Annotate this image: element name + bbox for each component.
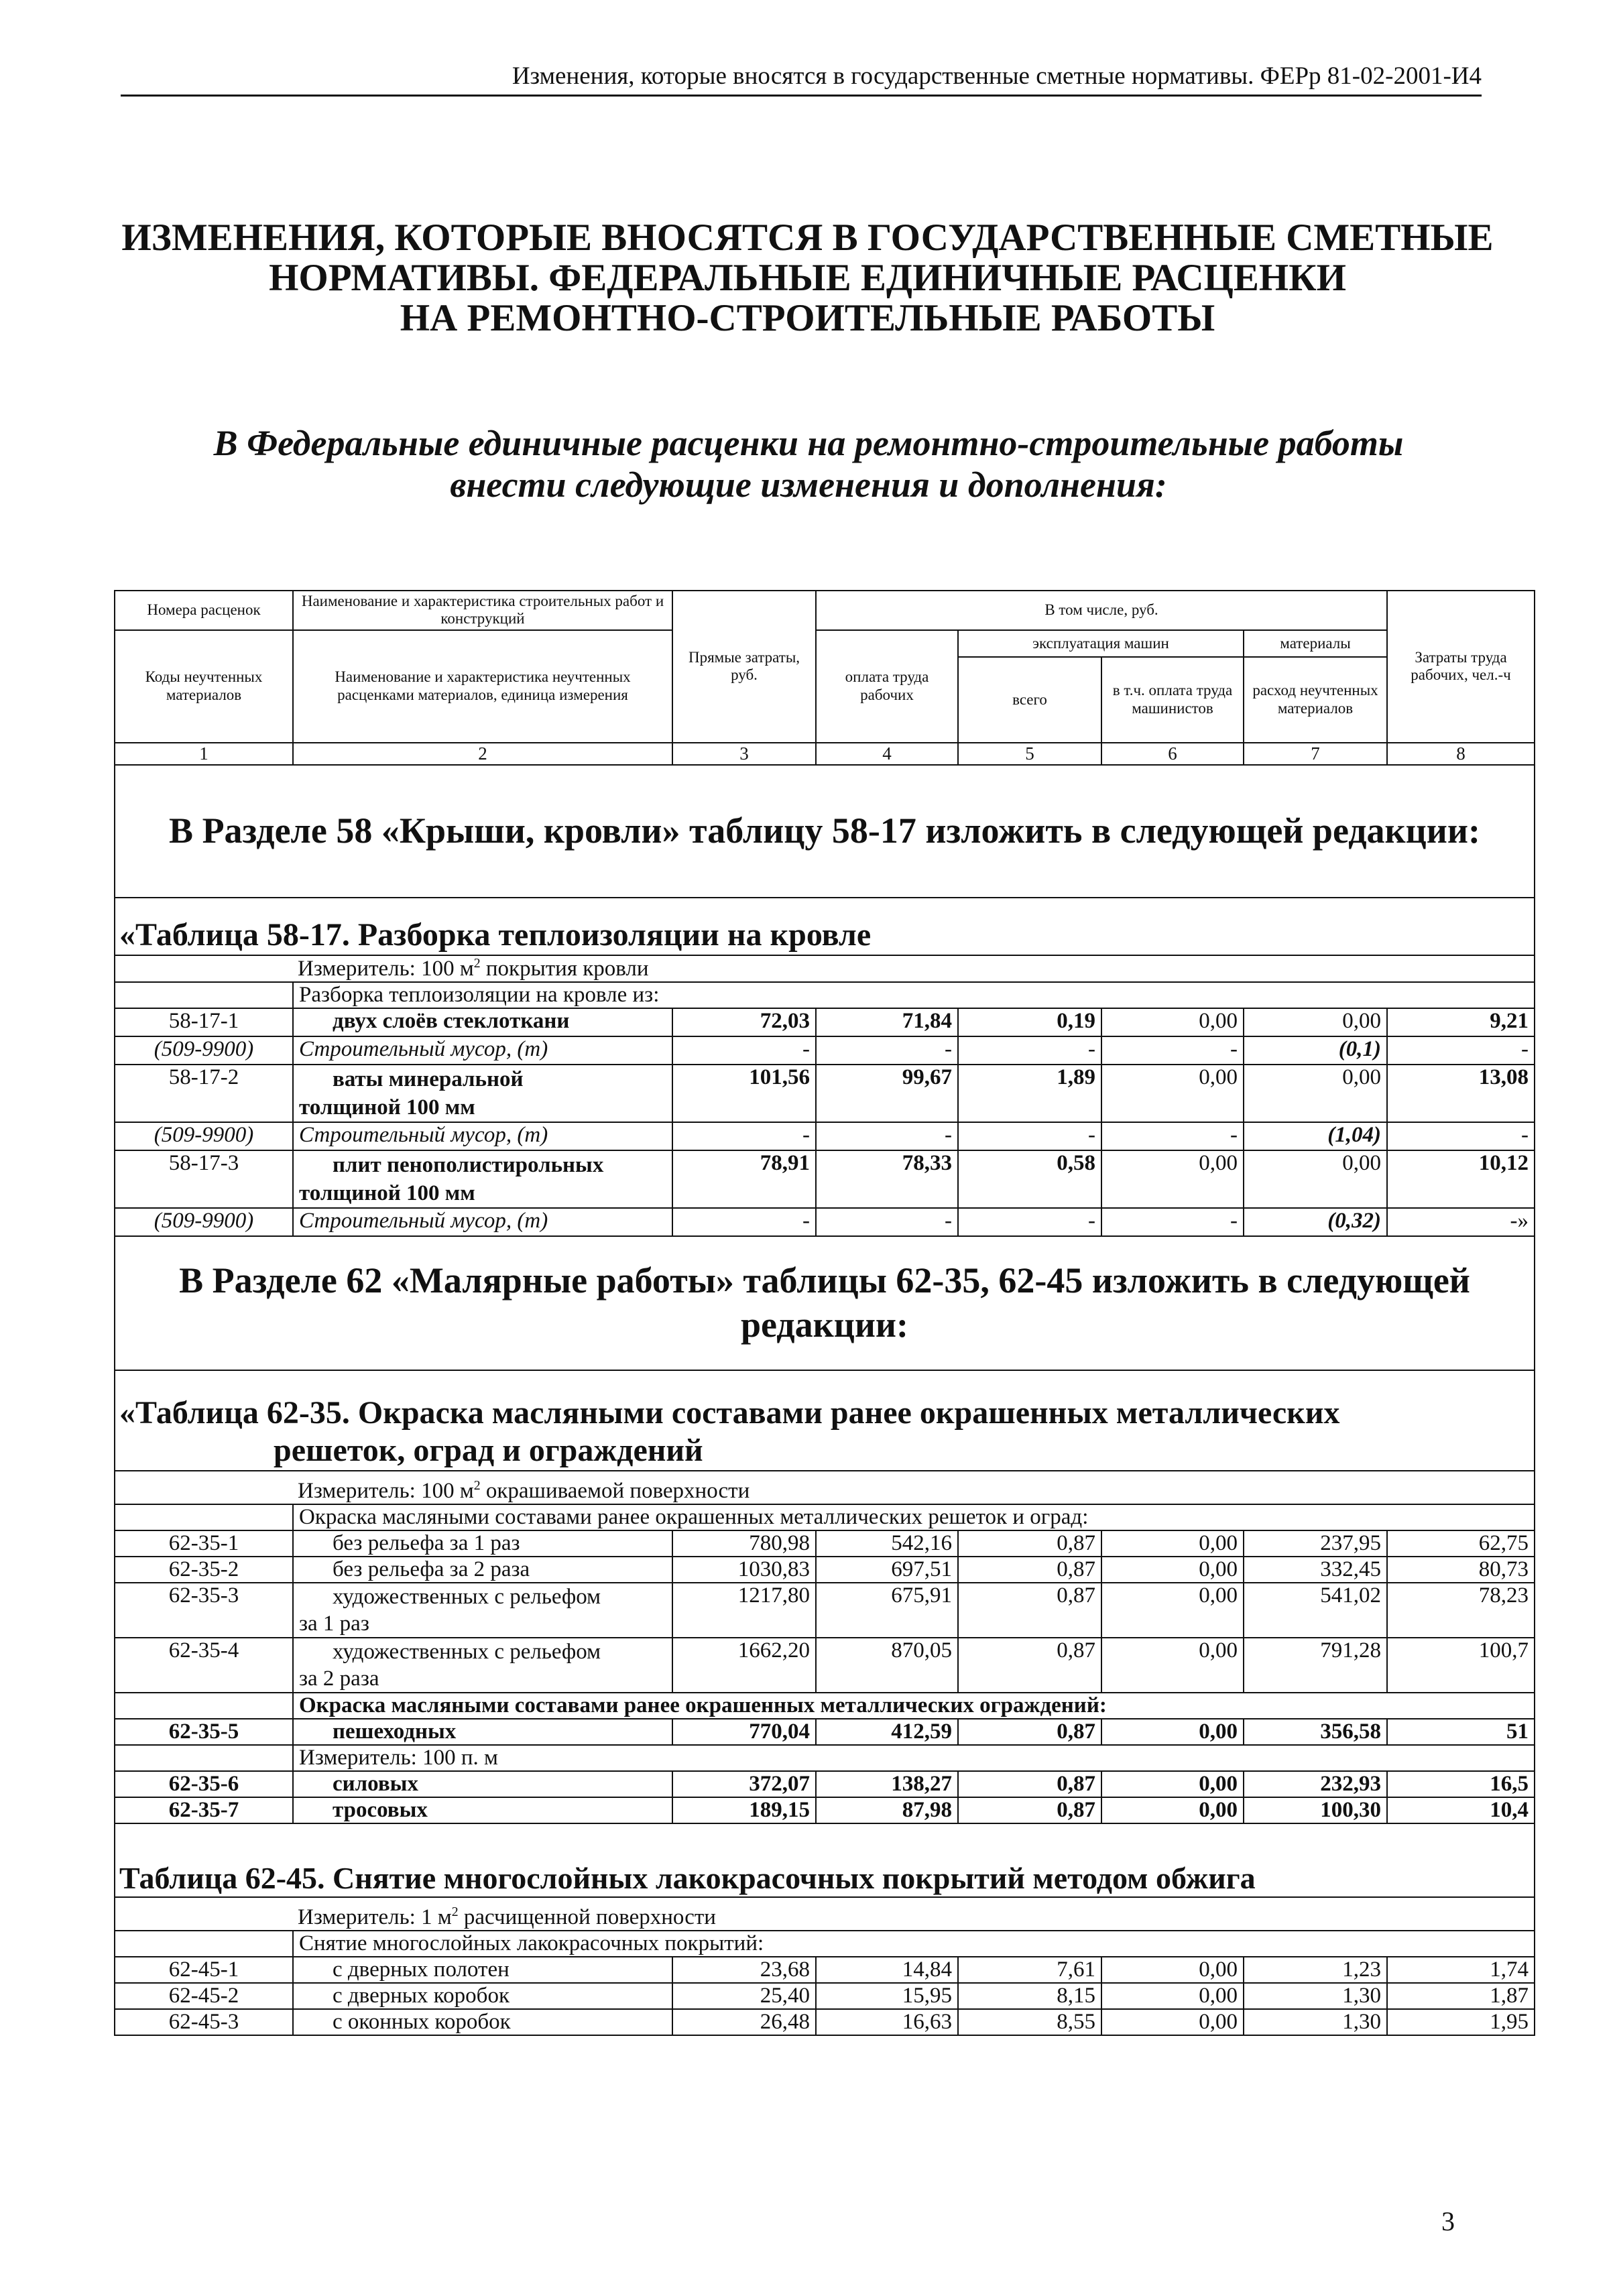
cell-zatraty: 1,74 (1387, 1957, 1535, 1983)
rate-code: 58-17-3 (115, 1150, 293, 1208)
cell-pryamye: 1030,83 (672, 1557, 816, 1583)
cell-materialy: 1,23 (1244, 1957, 1387, 1983)
cell-pryamye: 372,07 (672, 1771, 816, 1797)
cell-material-rashod: (0,1) (1244, 1036, 1387, 1065)
header-vtch: в т.ч. оплата труда машинистов (1101, 657, 1244, 743)
cell-value: - (1101, 1122, 1244, 1150)
rate-name: тросовых (293, 1797, 672, 1823)
cell-value: - (816, 1122, 958, 1150)
cell-oplata: 138,27 (816, 1771, 958, 1797)
cell-materialy: 237,95 (1244, 1530, 1387, 1557)
cell-zatraty: 1,87 (1387, 1983, 1535, 2009)
rate-code: 62-35-7 (115, 1797, 293, 1823)
section-heading: В Разделе 58 «Крыши, кровли» таблицу 58-17 изложить в следующей редакции: (115, 765, 1535, 898)
cell-ekspl-vsego: 8,15 (958, 1983, 1101, 2009)
cell-value: - (1387, 1122, 1535, 1150)
cell-value: - (1101, 1208, 1244, 1236)
rate-name: двух слоёв стеклоткани (293, 1008, 672, 1036)
rate-name: с оконных коробок (293, 2009, 672, 2035)
rate-name: с дверных полотен (293, 1957, 672, 1983)
cell-material-rashod: (0,32) (1244, 1208, 1387, 1236)
rate-name: ваты минеральной толщиной 100 мм (293, 1065, 672, 1122)
cell-ekspl-vsego: 0,87 (958, 1530, 1101, 1557)
cell-oplata: 697,51 (816, 1557, 958, 1583)
cell-oplata: 412,59 (816, 1719, 958, 1745)
col-index: 1 (115, 743, 293, 765)
cell-oplata: 16,63 (816, 2009, 958, 2035)
cell-ekspl-oplata: 0,00 (1101, 1771, 1244, 1797)
cell-oplata: 675,91 (816, 1583, 958, 1638)
col-index: 5 (958, 743, 1101, 765)
cell-oplata: 78,33 (816, 1150, 958, 1208)
cell-ekspl-vsego: 7,61 (958, 1957, 1101, 1983)
header-ekspl: эксплуатация машин (958, 630, 1244, 657)
intro-text (118, 422, 1499, 505)
cell-oplata: 14,84 (816, 1957, 958, 1983)
cell-oplata: 87,98 (816, 1797, 958, 1823)
page-title (0, 218, 1615, 339)
rate-name: художественных с рельефом за 1 раз (293, 1583, 672, 1638)
measurement-unit: Измеритель: 100 $м^2$ покрытия кровли (115, 955, 1535, 982)
cell-oplata: 71,84 (816, 1008, 958, 1036)
cell-value: - (672, 1036, 816, 1065)
section-heading: В Разделе 62 «Малярные работы» таблицы 62-35, 62-45 изложить в следующей редакции: (115, 1236, 1535, 1370)
cell-value: - (1101, 1036, 1244, 1065)
cell-pryamye: 78,91 (672, 1150, 816, 1208)
cell-material-rashod: (1,04) (1244, 1122, 1387, 1150)
intro-line: внести следующие изменения и дополнения: (450, 465, 1167, 505)
rate-code: 62-35-6 (115, 1771, 293, 1797)
rate-name: пешеходных (293, 1719, 672, 1745)
cell-oplata: 99,67 (816, 1065, 958, 1122)
rate-code: 62-45-2 (115, 1983, 293, 2009)
running-header: Изменения, которые вносятся в государственные сметные нормативы. ФЕРр 81-02-2001-И4 (121, 62, 1482, 97)
header-naim-materials: Наименование и характеристика неучтенных расценками материалов, единица измерения (293, 630, 672, 743)
col-index: 3 (672, 743, 816, 765)
col-index: 7 (1244, 743, 1387, 765)
cell-ekspl-vsego: 0,87 (958, 1557, 1101, 1583)
cell-value: - (958, 1036, 1101, 1065)
cell-ekspl-vsego: 8,55 (958, 2009, 1101, 2035)
intro-line: В Федеральные единичные расценки на ремонтно-строительные работы (213, 423, 1404, 463)
cell-materialy: 0,00 (1244, 1065, 1387, 1122)
cell-zatraty: 16,5 (1387, 1771, 1535, 1797)
material-name: Строительный мусор, (т) (293, 1036, 672, 1065)
cell-pryamye: 1662,20 (672, 1638, 816, 1693)
header-rashod: расход неучтенных материалов (1244, 657, 1387, 743)
header-oplata: оплата труда рабочих (816, 630, 958, 743)
cell-value: -» (1387, 1208, 1535, 1236)
cell-ekspl-vsego: 0,87 (958, 1583, 1101, 1638)
cell-ekspl-oplata: 0,00 (1101, 1150, 1244, 1208)
table-title: «Таблица 62-35. Окраска масляными составами ранее окрашенных металлических решеток, оград и ограждений (115, 1370, 1535, 1471)
material-code: (509-9900) (115, 1122, 293, 1150)
cell-zatraty: 1,95 (1387, 2009, 1535, 2035)
col-index: 4 (816, 743, 958, 765)
cell-zatraty: 51 (1387, 1719, 1535, 1745)
cell-pryamye: 25,40 (672, 1983, 816, 2009)
header-pryamye: Прямые затраты, руб. (672, 591, 816, 743)
cell-pryamye: 189,15 (672, 1797, 816, 1823)
material-code: (509-9900) (115, 1036, 293, 1065)
measurement-unit: Измеритель: 100 $м^2$ окрашиваемой поверхности (115, 1471, 1535, 1504)
cell-ekspl-oplata: 0,00 (1101, 1638, 1244, 1693)
cell-zatraty: 62,75 (1387, 1530, 1535, 1557)
rate-code: 62-35-4 (115, 1638, 293, 1693)
measurement-unit: Измеритель: 1 $м^2$ расчищенной поверхности (115, 1897, 1535, 1931)
cell-pryamye: 26,48 (672, 2009, 816, 2035)
cell-value: - (816, 1208, 958, 1236)
material-name: Строительный мусор, (т) (293, 1208, 672, 1236)
cell-ekspl-oplata: 0,00 (1101, 1557, 1244, 1583)
cell-ekspl-oplata: 0,00 (1101, 2009, 1244, 2035)
cell-ekspl-oplata: 0,00 (1101, 1008, 1244, 1036)
cell-pryamye: 780,98 (672, 1530, 816, 1557)
cell-materialy: 1,30 (1244, 1983, 1387, 2009)
cell-materialy: 1,30 (1244, 2009, 1387, 2035)
cell-zatraty: 10,4 (1387, 1797, 1535, 1823)
rate-code: 58-17-2 (115, 1065, 293, 1122)
table-title: «Таблица 58-17. Разборка теплоизоляции на кровле (115, 898, 1535, 955)
cell-value: - (672, 1122, 816, 1150)
cell-ekspl-vsego: 0,87 (958, 1797, 1101, 1823)
rate-name: плит пенополистирольных толщиной 100 мм (293, 1150, 672, 1208)
cell-oplata: 870,05 (816, 1638, 958, 1693)
cell-value: - (816, 1036, 958, 1065)
header-materialy: материалы (1244, 630, 1387, 657)
cell-materialy: 356,58 (1244, 1719, 1387, 1745)
rate-name: без рельефа за 1 раз (293, 1530, 672, 1557)
material-code: (509-9900) (115, 1208, 293, 1236)
col-index: 8 (1387, 743, 1535, 765)
cell-zatraty: 78,23 (1387, 1583, 1535, 1638)
cell-ekspl-oplata: 0,00 (1101, 1957, 1244, 1983)
cell-materialy: 791,28 (1244, 1638, 1387, 1693)
header-vsego: всего (958, 657, 1101, 743)
measurement-unit: Измеритель: 100 п. м (293, 1745, 1535, 1771)
cell-pryamye: 72,03 (672, 1008, 816, 1036)
cell-value: - (958, 1122, 1101, 1150)
cell-ekspl-vsego: 0,87 (958, 1771, 1101, 1797)
page-title-line: ИЗМЕНЕНИЯ, КОТОРЫЕ ВНОСЯТСЯ В ГОСУДАРСТВЕННЫЕ СМЕТНЫЕ (121, 217, 1494, 259)
cell-ekspl-vsego: 1,89 (958, 1065, 1101, 1122)
cell-value: - (672, 1208, 816, 1236)
col-index: 6 (1101, 743, 1244, 765)
cell-materialy: 100,30 (1244, 1797, 1387, 1823)
cell-zatraty: 13,08 (1387, 1065, 1535, 1122)
col-index: 2 (293, 743, 672, 765)
group-heading: Окраска масляными составами ранее окрашенных металлических решеток и оград: (293, 1504, 1535, 1530)
cell-value: - (1387, 1036, 1535, 1065)
cell-zatraty: 9,21 (1387, 1008, 1535, 1036)
header-nomera: Номера расценок (115, 591, 293, 630)
cell-oplata: 542,16 (816, 1530, 958, 1557)
header-naim-works: Наименование и характеристика строительных работ и конструкций (293, 591, 672, 630)
rate-name: с дверных коробок (293, 1983, 672, 2009)
rate-code: 62-45-3 (115, 2009, 293, 2035)
rate-name: силовых (293, 1771, 672, 1797)
rate-code: 58-17-1 (115, 1008, 293, 1036)
cell-ekspl-vsego: 0,87 (958, 1719, 1101, 1745)
cell-value: - (958, 1208, 1101, 1236)
table-title: Таблица 62-45. Снятие многослойных лакокрасочных покрытий методом обжига (115, 1823, 1535, 1897)
header-zatraty: Затраты труда рабочих, чел.-ч (1387, 591, 1535, 743)
rate-code: 62-35-5 (115, 1719, 293, 1745)
cell-pryamye: 23,68 (672, 1957, 816, 1983)
rate-name: без рельефа за 2 раза (293, 1557, 672, 1583)
header-vtom: В том числе, руб. (816, 591, 1387, 630)
cell-ekspl-oplata: 0,00 (1101, 1530, 1244, 1557)
header-kody: Коды неучтенных материалов (115, 630, 293, 743)
cell-materialy: 541,02 (1244, 1583, 1387, 1638)
rates-table (114, 590, 1535, 2036)
rate-code: 62-35-1 (115, 1530, 293, 1557)
group-heading: Разборка теплоизоляции на кровле из: (293, 982, 1535, 1008)
cell-materialy: 332,45 (1244, 1557, 1387, 1583)
rate-name: художественных с рельефом за 2 раза (293, 1638, 672, 1693)
cell-ekspl-oplata: 0,00 (1101, 1983, 1244, 2009)
page-number: 3 (1441, 2206, 1455, 2236)
page-title-line: НА РЕМОНТНО-СТРОИТЕЛЬНЫЕ РАБОТЫ (400, 296, 1215, 339)
cell-ekspl-vsego: 0,87 (958, 1638, 1101, 1693)
cell-materialy: 0,00 (1244, 1150, 1387, 1208)
group-heading: Снятие многослойных лакокрасочных покрытий: (293, 1931, 1535, 1957)
cell-ekspl-oplata: 0,00 (1101, 1583, 1244, 1638)
cell-pryamye: 770,04 (672, 1719, 816, 1745)
cell-ekspl-vsego: 0,19 (958, 1008, 1101, 1036)
cell-ekspl-oplata: 0,00 (1101, 1719, 1244, 1745)
page-title-line: НОРМАТИВЫ. ФЕДЕРАЛЬНЫЕ ЕДИНИЧНЫЕ РАСЦЕНКИ (269, 256, 1346, 299)
cell-materialy: 0,00 (1244, 1008, 1387, 1036)
rate-code: 62-35-3 (115, 1583, 293, 1638)
cell-pryamye: 101,56 (672, 1065, 816, 1122)
cell-zatraty: 10,12 (1387, 1150, 1535, 1208)
cell-pryamye: 1217,80 (672, 1583, 816, 1638)
rate-code: 62-35-2 (115, 1557, 293, 1583)
rate-code: 62-45-1 (115, 1957, 293, 1983)
cell-oplata: 15,95 (816, 1983, 958, 2009)
cell-ekspl-oplata: 0,00 (1101, 1797, 1244, 1823)
cell-ekspl-oplata: 0,00 (1101, 1065, 1244, 1122)
material-name: Строительный мусор, (т) (293, 1122, 672, 1150)
cell-materialy: 232,93 (1244, 1771, 1387, 1797)
cell-ekspl-vsego: 0,58 (958, 1150, 1101, 1208)
cell-zatraty: 80,73 (1387, 1557, 1535, 1583)
group-heading: Окраска масляными составами ранее окрашенных металлических ограждений: (293, 1693, 1535, 1719)
cell-zatraty: 100,7 (1387, 1638, 1535, 1693)
